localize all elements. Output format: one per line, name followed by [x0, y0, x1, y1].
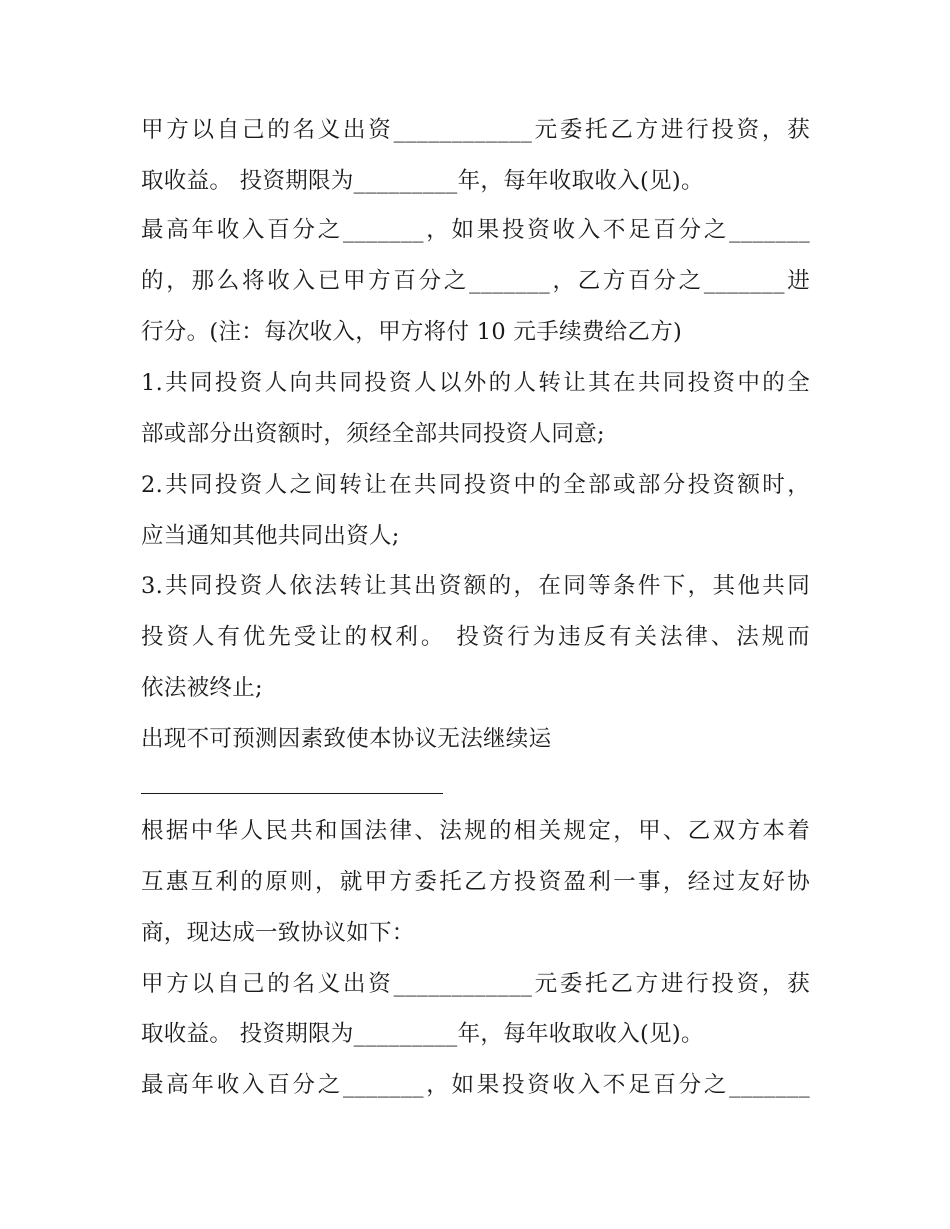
- line-text: 取收益。 投资期限为_________年，每年收取收入(见)。: [141, 1021, 704, 1047]
- line-text: 最高年收入百分之_______，如果投资收入不足百分之_______: [141, 217, 810, 243]
- paragraph-line: [141, 724, 551, 754]
- paragraph-line: [141, 166, 704, 196]
- paragraph-line: [141, 969, 810, 999]
- paragraph-line: [141, 622, 810, 652]
- paragraph-line: [141, 215, 810, 245]
- line-text: 依法被终止;: [141, 675, 263, 701]
- paragraph-line: [141, 368, 810, 398]
- line-text: 2.共同投资人之间转让在共同投资中的全部或部分投资额时，: [141, 472, 810, 498]
- paragraph-line: [141, 1070, 810, 1100]
- line-text: 出现不可预测因素致使本协议无法继续运: [141, 726, 552, 752]
- line-text: 甲方以自己的名义出资____________元委托乙方进行投资，获: [141, 971, 810, 997]
- paragraph-line: [141, 1019, 704, 1049]
- paragraph-line: [141, 673, 263, 703]
- paragraph-line: [141, 419, 605, 449]
- paragraph-line: [141, 918, 415, 948]
- paragraph-line: [141, 571, 810, 601]
- blank-underline: [141, 793, 443, 794]
- line-text: 甲方以自己的名义出资____________元委托乙方进行投资，获: [141, 117, 810, 143]
- line-text: 最高年收入百分之_______，如果投资收入不足百分之_______: [141, 1072, 810, 1098]
- line-text: 商，现达成一致协议如下：: [141, 920, 415, 946]
- line-text: 根据中华人民共和国法律、法规的相关规定，甲、乙双方本着: [141, 818, 810, 844]
- line-text: 3.共同投资人依法转让其出资额的，在同等条件下，其他共同: [141, 573, 810, 599]
- line-text: 行分。(注：每次收入，甲方将付 10 元手续费给乙方): [141, 319, 683, 345]
- line-text: 投资人有优先受让的权利。 投资行为违反有关法律、法规而: [141, 624, 810, 650]
- paragraph-line: [141, 470, 810, 500]
- line-text: 应当通知其他共同出资人;: [141, 523, 400, 549]
- paragraph-line: [141, 317, 682, 347]
- line-text: 部或部分出资额时，须经全部共同投资人同意;: [141, 421, 605, 447]
- line-text: 互惠互利的原则，就甲方委托乙方投资盈利一事，经过友好协: [141, 869, 810, 895]
- paragraph-line: [141, 115, 810, 145]
- line-text: 取收益。 投资期限为_________年，每年收取收入(见)。: [141, 168, 704, 194]
- paragraph-line: [141, 867, 810, 897]
- paragraph-line: [141, 266, 810, 296]
- paragraph-line: [141, 816, 810, 846]
- paragraph-line: [141, 521, 400, 551]
- line-text: 1.共同投资人向共同投资人以外的人转让其在共同投资中的全: [141, 370, 810, 396]
- line-text: 的，那么将收入已甲方百分之_______，乙方百分之_______进: [141, 268, 810, 294]
